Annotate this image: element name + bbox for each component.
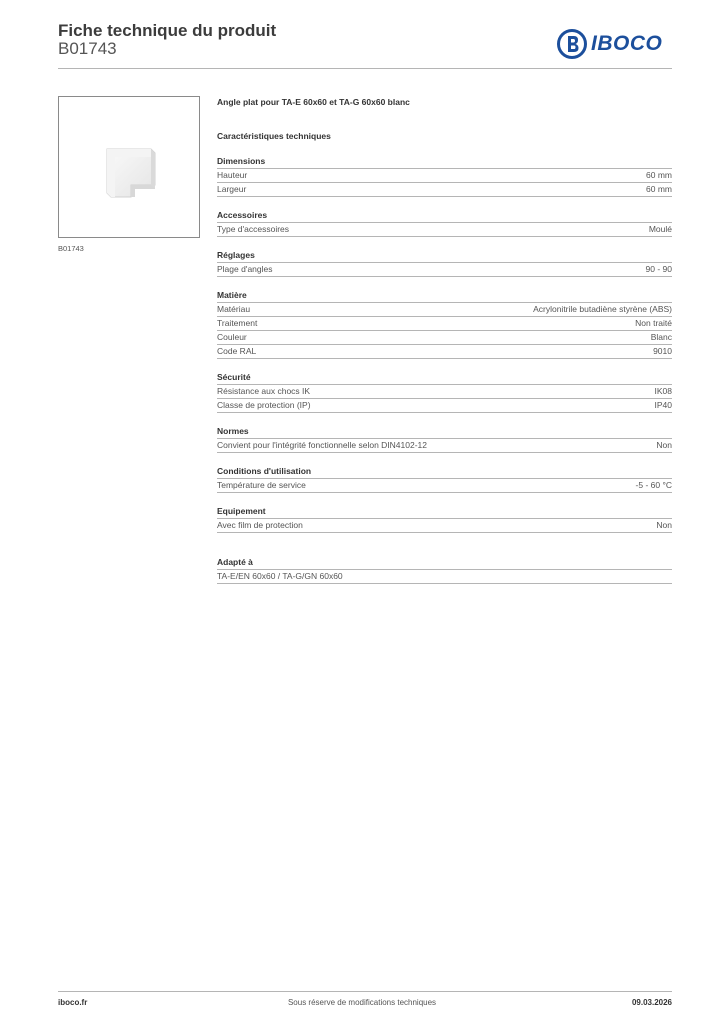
spec-row: [217, 479, 672, 493]
specifications-heading: Caractéristiques techniques: [217, 131, 331, 141]
group-title: Réglages: [217, 249, 672, 263]
row-label: Traitement: [217, 318, 258, 328]
row-label: Code RAL: [217, 346, 257, 356]
spec-row: [217, 439, 672, 453]
row-value: Non traité: [635, 318, 672, 328]
footer-website-link[interactable]: iboco.fr: [58, 998, 88, 1007]
row-value: -5 - 60 °C: [635, 480, 672, 490]
spec-row: [217, 263, 672, 277]
spec-row: [217, 519, 672, 533]
row-label: Résistance aux chocs IK: [217, 386, 311, 396]
spec-row: [217, 385, 672, 399]
spec-row: [217, 183, 672, 197]
row-value: 60 mm: [646, 170, 672, 180]
product-name: Angle plat pour TA-E 60x60 et TA-G 60x60 blanc: [217, 97, 410, 107]
row-label: Couleur: [217, 332, 247, 342]
spec-group-normes: [217, 425, 672, 453]
row-label: Largeur: [217, 184, 247, 194]
spec-group-conditions: [217, 465, 672, 493]
row-value: 90 - 90: [645, 264, 672, 274]
spec-group-equipement: [217, 505, 672, 533]
compatibility-value: TA-E/EN 60x60 / TA-G/GN 60x60: [217, 570, 672, 584]
group-title: Sécurité: [217, 371, 672, 385]
image-caption: B01743: [58, 244, 84, 253]
row-label: Classe de protection (IP): [217, 400, 311, 410]
row-label: Matériau: [217, 304, 251, 314]
row-value: Acrylonitrile butadiène styrène (ABS): [533, 304, 672, 314]
row-label: Convient pour l'intégrité fonctionnelle selon DIN4102-12: [217, 440, 428, 450]
spec-group-dimensions: [217, 155, 672, 197]
iboco-logo-icon: [557, 29, 587, 59]
row-label: Type d'accessoires: [217, 224, 290, 234]
row-label: Température de service: [217, 480, 306, 490]
product-image: [58, 96, 200, 238]
row-value: 9010: [653, 346, 672, 356]
group-title: Equipement: [217, 505, 672, 519]
header-divider: [58, 68, 672, 69]
compatibility-title: Adapté à: [217, 556, 672, 570]
spec-row: [217, 399, 672, 413]
footer-notice: Sous réserve de modifications techniques: [287, 998, 437, 1007]
footer-divider: [58, 991, 672, 992]
spec-row: [217, 331, 672, 345]
group-title: Matière: [217, 289, 672, 303]
row-label: Avec film de protection: [217, 520, 303, 530]
row-value: IK08: [654, 386, 672, 396]
spec-row: [217, 317, 672, 331]
group-title: Accessoires: [217, 209, 672, 223]
spec-group-matiere: [217, 289, 672, 359]
spec-group-accessoires: [217, 209, 672, 237]
row-value: Moulé: [648, 224, 672, 234]
footer-date: 09.03.2026: [631, 998, 672, 1007]
document-title: Fiche technique du produit: [58, 21, 277, 40]
row-value: 60 mm: [646, 184, 672, 194]
row-value: Non: [656, 520, 672, 530]
spec-row: [217, 303, 672, 317]
specification-panel: [217, 96, 672, 584]
group-title: Dimensions: [217, 155, 672, 169]
group-title: Normes: [217, 425, 672, 439]
group-title: Conditions d'utilisation: [217, 465, 672, 479]
compatibility-section: [217, 556, 672, 584]
iboco-logo[interactable]: [557, 28, 662, 60]
row-value: Blanc: [650, 332, 672, 342]
spec-row: [217, 223, 672, 237]
row-value: IP40: [654, 400, 672, 410]
product-code: B01743: [58, 39, 117, 58]
row-label: Hauteur: [217, 170, 248, 180]
spec-group-securite: [217, 371, 672, 413]
spec-row: [217, 345, 672, 359]
flat-angle-product-illustration: [59, 97, 199, 237]
spec-row: [217, 169, 672, 183]
row-label: Plage d'angles: [217, 264, 273, 274]
spec-group-reglages: [217, 249, 672, 277]
logo-wordmark: IBOCO: [591, 32, 663, 55]
row-value: Non: [656, 440, 672, 450]
